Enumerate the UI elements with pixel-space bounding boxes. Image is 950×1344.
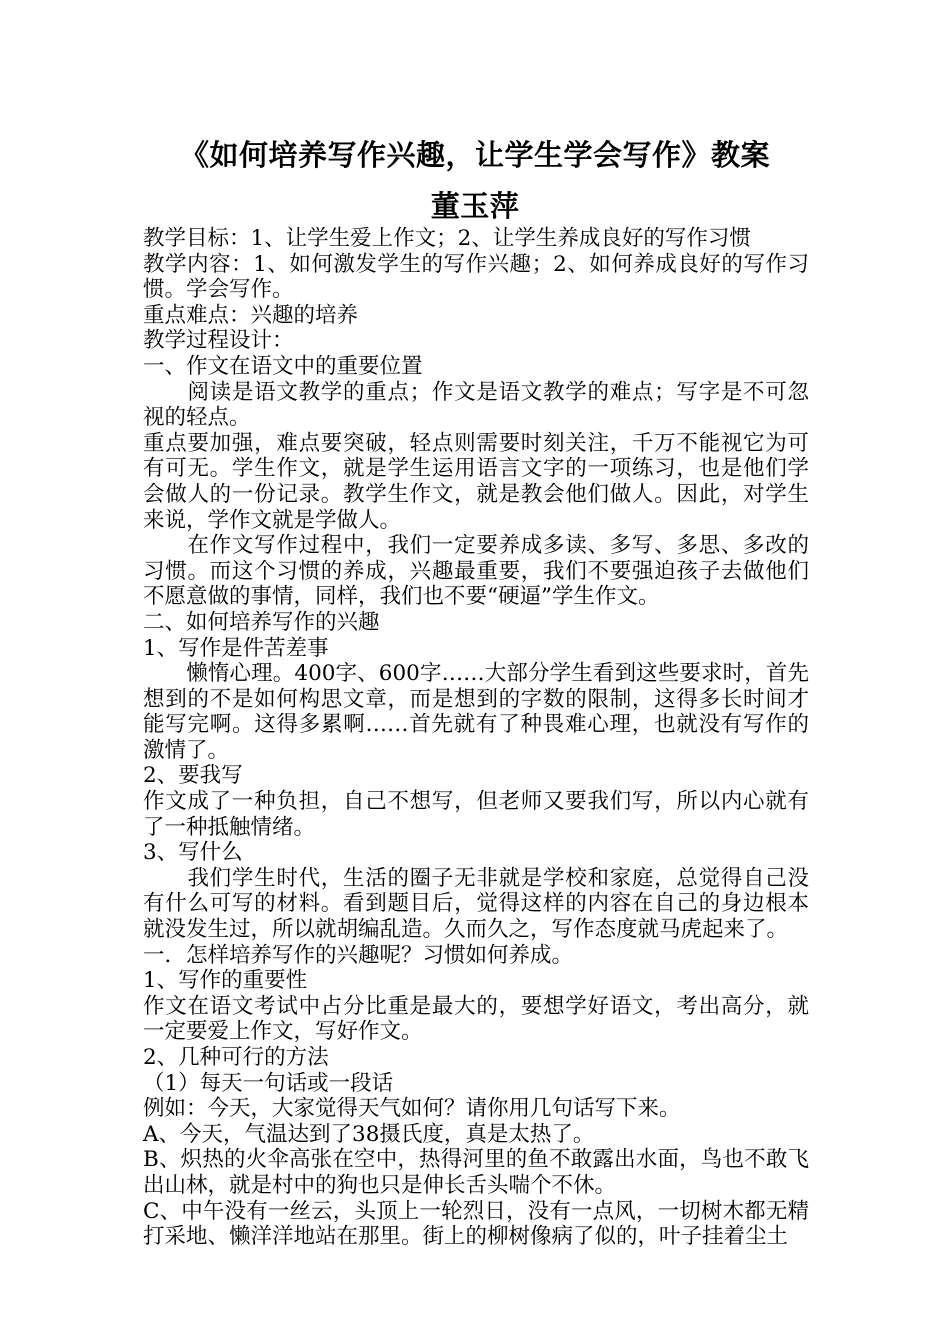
body-paragraph: 我们学生时代，生活的圈子无非就是学校和家庭，总觉得自己没有什么可写的材料。看到题目后，觉得这样的内容在自己的身边根本就没发生过，所以就胡编乱造。久而久之，写作态度就马虎起来了。 — [143, 865, 809, 943]
subheading: 1、写作是件苦差事 — [143, 635, 329, 661]
content-paragraph: 教学内容：1、如何激发学生的写作兴趣；2、如何养成良好的写作习惯。学会写作。 — [143, 251, 809, 303]
example-b: B、炽热的火伞高张在空中，热得河里的鱼不敢露出水面，鸟也不敢飞出山林，就是村中的狗也只是伸长舌头喘个不休。 — [143, 1147, 809, 1198]
document-title: 《如何培养写作兴趣，让学生学会写作》教案 — [179, 138, 770, 172]
example-c: C、中午没有一丝云，头顶上一轮烈日，没有一点风，一切树木都无精打采地、懒洋洋地站在那里。街上的柳树像病了似的，叶子挂着尘土 — [143, 1198, 809, 1250]
objectives-paragraph: 教学目标：1、让学生爱上作文；2、让学生养成良好的写作习惯 — [143, 226, 751, 251]
method-heading: （1）每天一句话或一段话 — [143, 1070, 394, 1096]
example-a: A、今天，气温达到了38摄氏度，真是太热了。 — [143, 1121, 595, 1147]
body-paragraph: 懒惰心理。400字、600字……大部分学生看到这些要求时，首先想到的不是如何构思文章，而是想到的字数的限制，这得多长时间才能写完啊。这得多累啊……首先就有了种畏难心理，也就没有写作的激情了。 — [143, 661, 809, 763]
example-prompt: 例如：今天，大家觉得天气如何？请你用几句话写下来。 — [143, 1096, 681, 1122]
body-paragraph: 作文成了一种负担，自己不想写，但老师又要我们写，所以内心就有了一种抵触情绪。 — [143, 789, 809, 840]
body-paragraph: 作文在语文考试中占分比重是最大的，要想学好语文，考出高分，就一定要爱上作文，写好作文。 — [143, 993, 809, 1045]
process-heading: 教学过程设计： — [143, 328, 294, 354]
subheading: 2、几种可行的方法 — [143, 1045, 329, 1070]
body-paragraph: 重点要加强，难点要突破，轻点则需要时刻关注，千万不能视它为可有可无。学生作文，就是学生运用语言文字的一项练习，也是他们学会做人的一份记录。教学生作文，就是教会他们做人。因此，对学生来说，学作文就是学做人。 — [143, 430, 809, 533]
document-body — [143, 226, 809, 1250]
subheading: 2、要我写 — [143, 763, 243, 789]
subheading: 1、写作的重要性 — [143, 968, 308, 994]
body-paragraph: 阅读是语文教学的重点；作文是语文教学的难点；写字是不可忽视的轻点。 — [143, 379, 809, 431]
document-author: 董玉萍 — [430, 189, 520, 223]
section-heading-2: 二、如何培养写作的兴趣 — [143, 609, 380, 635]
subheading: 3、写什么 — [143, 840, 243, 866]
key-points-paragraph: 重点难点：兴趣的培养 — [143, 302, 359, 328]
section-heading-1: 一、作文在语文中的重要位置 — [143, 353, 423, 379]
body-paragraph: 在作文写作过程中，我们一定要养成多读、多写、多思、多改的习惯。而这个习惯的养成，兴趣最重要，我们不要强迫孩子去做他们不愿意做的事情，同样，我们也不要“硬逼”学生作文。 — [143, 533, 809, 610]
section-heading-3: 一．怎样培养写作的兴趣呢？习惯如何养成。 — [143, 942, 574, 968]
